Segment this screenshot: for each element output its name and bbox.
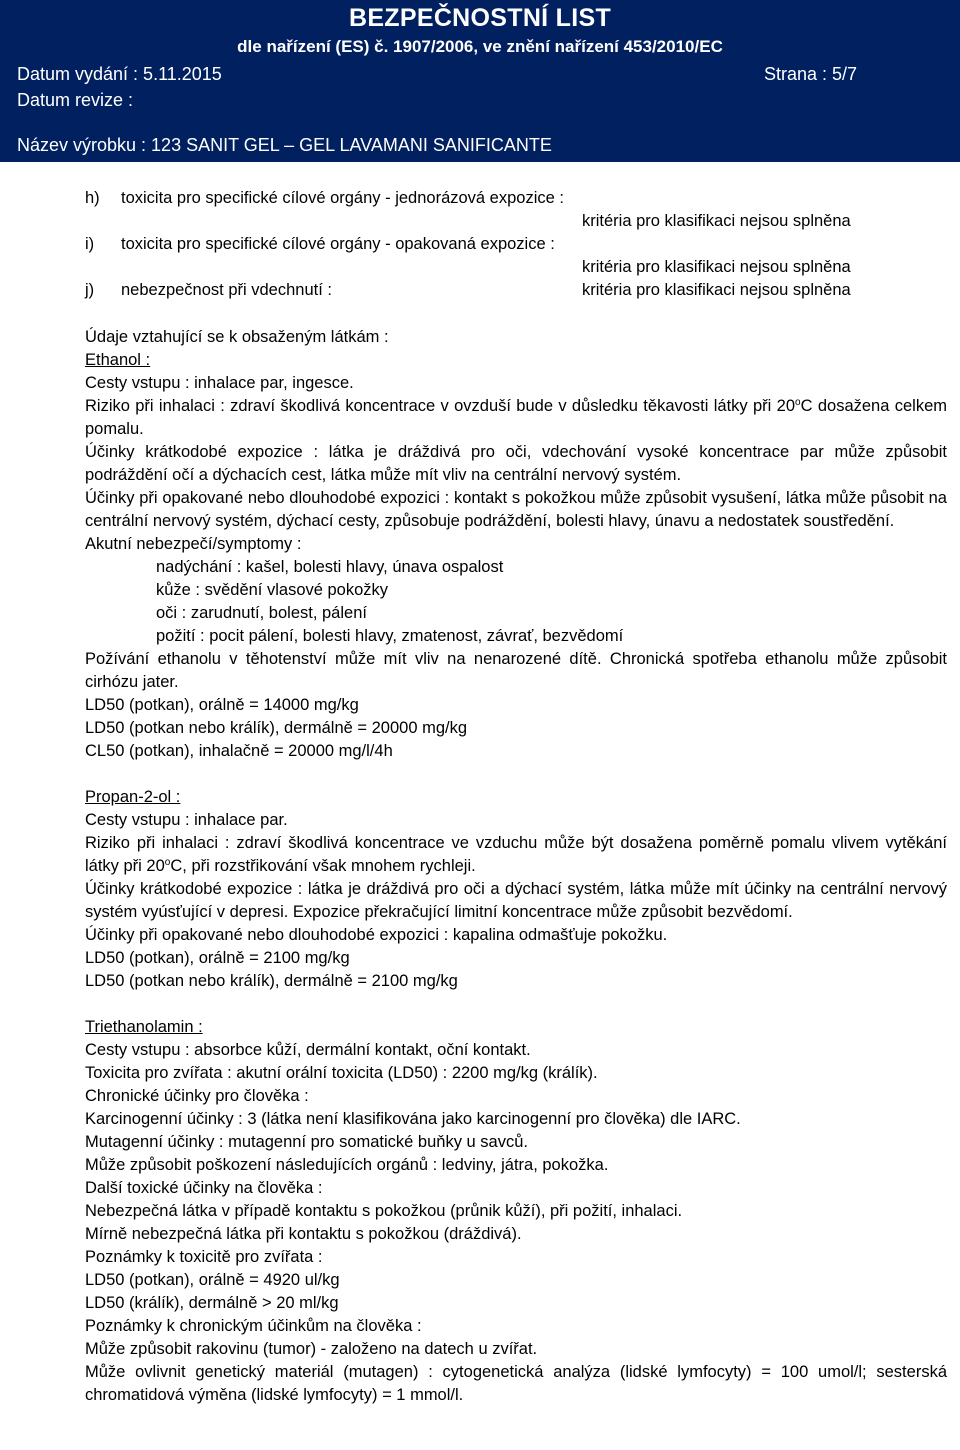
- hazard-i-text: toxicita pro specifické cílové orgány - opakovaná expozice :: [121, 235, 555, 253]
- ethanol-inhalation-risk: [85, 395, 947, 441]
- triethanolamin-line: Mírně nebezpečná látka při kontaktu s pokožkou (dráždivá).: [85, 1225, 522, 1243]
- hazard-j-text: nebezpečnost při vdechnutí :: [121, 281, 332, 299]
- hazard-h-letter: h): [85, 189, 100, 207]
- issue-date: Datum vydání : 5.11.2015: [17, 64, 222, 84]
- propanol-ld50-oral: LD50 (potkan), orálně = 2100 mg/kg: [85, 949, 350, 967]
- revision-date: Datum revize :: [17, 90, 134, 110]
- triethanolamin-line: Může ovlivnit genetický materiál (mutagen) : cytogenetická analýza (lidské lymfocyty) = 100 umol/l; sesterská chromatidová výměna (lidské lymfocyty) = 1 mmol/l.: [85, 1363, 947, 1404]
- hazard-i-row: [85, 233, 947, 256]
- ethanol-routes: Cesty vstupu : inhalace par, ingesce.: [85, 374, 354, 392]
- regulation-reference: dle nařízení (ES) č. 1907/2006, ve znění nařízení 453/2010/EC: [237, 37, 723, 56]
- triethanolamin-line: Poznámky k chronickým účinkům na člověka :: [85, 1317, 422, 1335]
- triethanolamin-line: Cesty vstupu : absorbce kůží, dermální kontakt, oční kontakt.: [85, 1041, 531, 1059]
- product-name: Název výrobku : 123 SANIT GEL – GEL LAVAMANI SANIFICANTE: [17, 135, 552, 155]
- triethanolamin-line: Chronické účinky pro člověka :: [85, 1087, 309, 1105]
- ethanol-pregnancy: Požívání ethanolu v těhotenství může mít vliv na nenarozené dítě. Chronická spotřeba ethanolu může způsobit cirhózu jater.: [85, 650, 947, 691]
- symptom-item: oči : zarudnutí, bolest, pálení: [156, 604, 367, 622]
- hazard-j-row: [85, 279, 947, 302]
- propanol-routes: Cesty vstupu : inhalace par.: [85, 811, 288, 829]
- propanol-heading: Propan-2-ol :: [85, 788, 181, 806]
- hazard-i-value: kritéria pro klasifikaci nejsou splněna: [582, 258, 851, 276]
- ethanol-risk-text: Riziko při inhalaci : zdraví škodlivá koncentrace v ovzduší bude v důsledku těkavosti látky při 20: [85, 397, 796, 415]
- triethanolamin-line: Toxicita pro zvířata : akutní orální toxicita (LD50) : 2200 mg/kg (králík).: [85, 1064, 598, 1082]
- propanol-risk-text-end: C, při rozstřikování však mnohem rychleji.: [170, 857, 476, 875]
- hazard-j-value: kritéria pro klasifikaci nejsou splněna: [582, 281, 851, 299]
- triethanolamin-line: LD50 (králík), dermálně > 20 ml/kg: [85, 1294, 339, 1312]
- hazard-h-row: [85, 187, 947, 210]
- substances-intro: Údaje vztahující se k obsaženým látkám :: [85, 328, 389, 346]
- hazard-h-value-row: [85, 210, 947, 233]
- triethanolamin-line: Nebezpečná látka v případě kontaktu s pokožkou (průnik kůží), při požití, inhalaci.: [85, 1202, 683, 1220]
- triethanolamin-line: Může způsobit poškození následujících orgánů : ledviny, játra, pokožka.: [85, 1156, 609, 1174]
- hazard-i-letter: i): [85, 235, 95, 253]
- hazard-j-letter: j): [85, 281, 95, 299]
- propanol-ld50-dermal: LD50 (potkan nebo králík), dermálně = 2100 mg/kg: [85, 972, 458, 990]
- triethanolamin-line: Může způsobit rakovinu (tumor) - založeno na datech u zvířat.: [85, 1340, 538, 1358]
- document-title: BEZPEČNOSTNÍ LIST: [348, 4, 612, 32]
- symptom-item: nadýchání : kašel, bolesti hlavy, únava ospalost: [156, 558, 504, 576]
- ethanol-symptoms-heading: Akutní nebezpečí/symptomy :: [85, 535, 302, 553]
- ethanol-ld50-oral: LD50 (potkan), orálně = 14000 mg/kg: [85, 696, 359, 714]
- triethanolamin-line: Další toxické účinky na člověka :: [85, 1179, 323, 1197]
- triethanolamin-line: LD50 (potkan), orálně = 4920 ul/kg: [85, 1271, 340, 1289]
- symptom-item: kůže : svědění vlasové pokožky: [156, 581, 389, 599]
- triethanolamin-heading: Triethanolamin :: [85, 1018, 203, 1036]
- ethanol-heading: Ethanol :: [85, 351, 151, 369]
- ethanol-chronic-effects: Účinky při opakované nebo dlouhodobé expozici : kontakt s pokožkou může způsobit vysušení, látka může působit na centrální nervový systém, dýchací cesty, způsobuje podráždění, bolesti hlavy, únavu a nedostatek soustředění.: [85, 489, 947, 530]
- triethanolamin-line: Poznámky k toxicitě pro zvířata :: [85, 1248, 323, 1266]
- symptom-item: požití : pocit pálení, bolesti hlavy, zmatenost, závrať, bezvědomí: [156, 627, 624, 645]
- document-body: [85, 187, 947, 1407]
- propanol-acute-effects: Účinky krátkodobé expozice : látka je dráždivá pro oči a dýchací systém, látka může mít účinky na centrální nervový systém vyúsťující v depresi. Expozice překračující limitní koncentrace může způsobit bezvědomí.: [85, 880, 947, 921]
- triethanolamin-line: Karcinogenní účinky : 3 (látka není klasifikována jako karcinogenní pro člověka) dle IARC.: [85, 1110, 741, 1128]
- document-header: [0, 0, 960, 162]
- ethanol-risk-text-end: C dosažena celkem pomalu.: [85, 397, 947, 438]
- propanol-chronic-effects: Účinky při opakované nebo dlouhodobé expozici : kapalina odmašťuje pokožku.: [85, 926, 668, 944]
- degree-sign: o: [164, 857, 171, 868]
- triethanolamin-line: Mutagenní účinky : mutagenní pro somatické buňky u savců.: [85, 1133, 528, 1151]
- propanol-inhalation-risk: [85, 832, 947, 878]
- degree-sign: o: [795, 397, 801, 408]
- ethanol-cl50-inhalation: CL50 (potkan), inhalačně = 20000 mg/l/4h: [85, 742, 393, 760]
- hazard-i-value-row: [85, 256, 947, 279]
- propanol-risk-text: Riziko při inhalaci : zdraví škodlivá koncentrace ve vzduchu může být dosažena poměrně pomalu vlivem vytěkání látky při 20: [85, 834, 947, 875]
- hazard-h-value: kritéria pro klasifikaci nejsou splněna: [582, 212, 851, 230]
- page-number: Strana : 5/7: [763, 64, 857, 84]
- ethanol-acute-effects: Účinky krátkodobé expozice : látka je dráždivá pro oči, vdechování vysoké koncentrace par může způsobit podráždění očí a dýchacích cest, látka může mít vliv na centrální nervový systém.: [85, 443, 947, 484]
- hazard-h-text: toxicita pro specifické cílové orgány - jednorázová expozice :: [121, 189, 564, 207]
- ethanol-ld50-dermal: LD50 (potkan nebo králík), dermálně = 20000 mg/kg: [85, 719, 468, 737]
